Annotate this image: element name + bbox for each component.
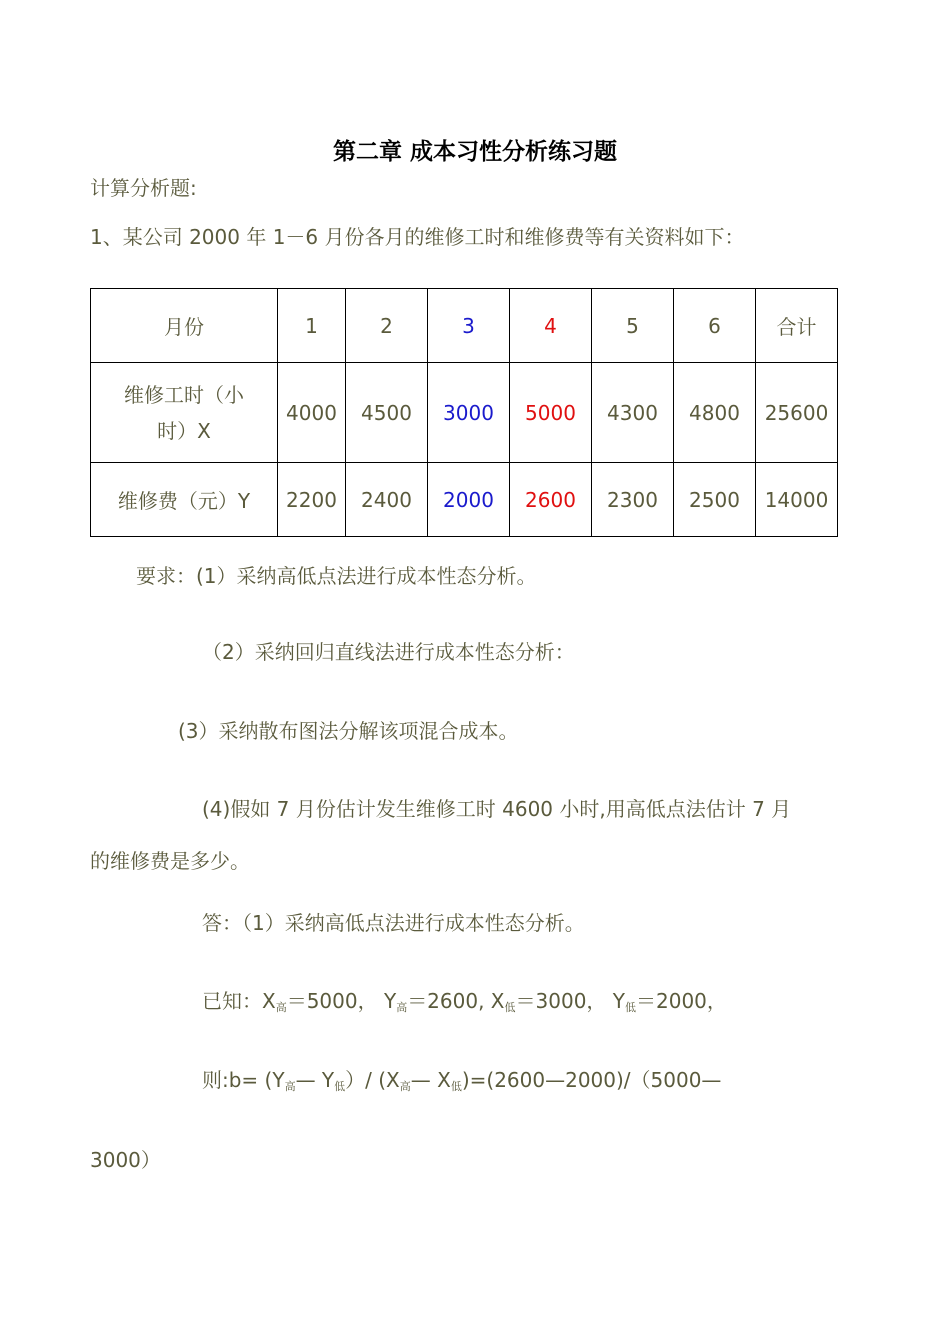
subscript-high: 高 (399, 1080, 411, 1093)
section-label: 计算分析题: (90, 176, 197, 200)
table-cell: 4300 (592, 363, 674, 463)
table-header-cell: 3 (428, 289, 510, 363)
table-row (91, 463, 838, 537)
answer-formula (202, 1066, 721, 1101)
table-header-cell: 1 (278, 289, 346, 363)
known-part: ＝2600, X (407, 989, 505, 1013)
formula-part: ）/ (X (345, 1068, 400, 1092)
table-header-cell: 合计 (756, 289, 838, 363)
table-header-cell: 月份 (91, 289, 278, 363)
subscript-low: 低 (450, 1080, 462, 1093)
requirement-4-line2: 的维修费是多少。 (90, 849, 250, 873)
requirement-3: (3）采纳散布图法分解该项混合成本。 (178, 719, 519, 743)
table-cell: 2300 (592, 463, 674, 537)
answer-known-values (202, 987, 727, 1022)
formula-part: 则:b= (Y (202, 1068, 285, 1092)
table-cell: 2200 (278, 463, 346, 537)
table-header-cell: 2 (346, 289, 428, 363)
table-cell: 25600 (756, 363, 838, 463)
table-cell: 4500 (346, 363, 428, 463)
table-cell: 2400 (346, 463, 428, 537)
answer-1: 答：（1）采纳高低点法进行成本性态分析。 (202, 911, 585, 935)
known-part: ＝3000， Y (515, 989, 625, 1013)
row-label-line: 时）X (157, 418, 211, 443)
table-header-cell: 6 (674, 289, 756, 363)
requirement-2: （2）采纳回归直线法进行成本性态分析： (202, 640, 575, 664)
table-header-cell: 4 (510, 289, 592, 363)
known-part: ＝5000， Y (286, 989, 397, 1013)
table-row (91, 363, 838, 463)
formula-part: )=(2600—2000)/（5000— (461, 1068, 722, 1092)
table-cell: 2600 (510, 463, 592, 537)
table-cell: 2500 (674, 463, 756, 537)
row-label-line: 维修工时（小 (124, 382, 244, 407)
subscript-low: 低 (334, 1080, 346, 1093)
known-label: 已知：X (202, 989, 276, 1013)
data-table (90, 288, 838, 537)
table-cell: 4000 (278, 363, 346, 463)
formula-part: — X (410, 1068, 451, 1092)
answer-formula-line2: 3000） (90, 1148, 161, 1172)
page-title: 第二章 成本习性分析练习题 (332, 139, 617, 165)
table-row-label (91, 363, 278, 463)
requirement-1: 要求：(1）采纳高低点法进行成本性态分析。 (136, 564, 537, 588)
requirement-4-line1: (4)假如 7 月份估计发生维修工时 4600 小时,用高低点法估计 7 月 (202, 797, 792, 821)
subscript-high: 高 (284, 1080, 296, 1093)
table-header-cell: 5 (592, 289, 674, 363)
question-1-intro: 1、某公司 2000 年 1－6 月份各月的维修工时和维修费等有关资料如下： (90, 225, 745, 249)
table-cell: 2000 (428, 463, 510, 537)
known-part: ＝2000， (636, 989, 727, 1013)
subscript-low: 低 (625, 1001, 636, 1014)
table-header-row (91, 289, 838, 363)
subscript-high: 高 (396, 1001, 408, 1014)
subscript-high: 高 (275, 1001, 287, 1014)
table-cell: 3000 (428, 363, 510, 463)
table-row-label: 维修费（元）Y (91, 463, 278, 537)
table-cell: 5000 (510, 363, 592, 463)
table-cell: 4800 (674, 363, 756, 463)
table-cell: 14000 (756, 463, 838, 537)
subscript-low: 低 (504, 1001, 516, 1014)
formula-part: — Y (295, 1068, 335, 1092)
